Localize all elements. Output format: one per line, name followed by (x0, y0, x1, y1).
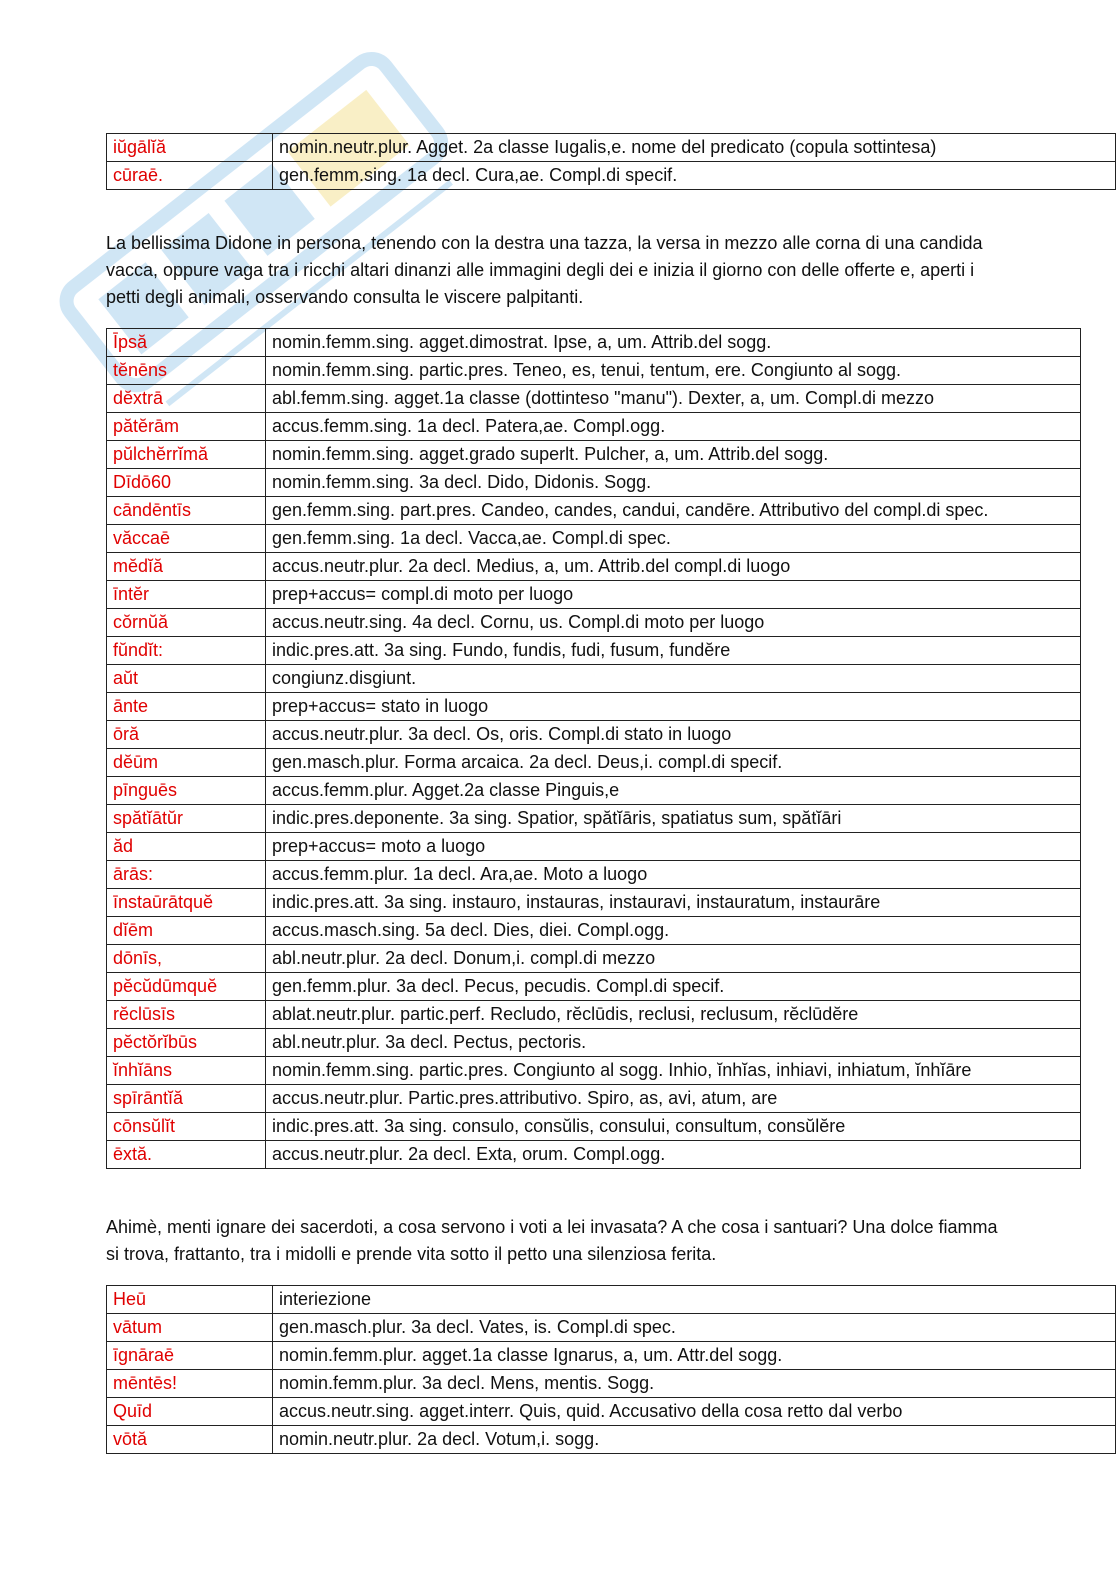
grammar-analysis: accus.neutr.plur. Partic.pres.attributivo. Spiro, as, avi, atum, are (266, 1085, 1081, 1113)
grammar-analysis: gen.femm.plur. 3a decl. Pecus, pecudis. Compl.di specif. (266, 973, 1081, 1001)
grammar-analysis: gen.femm.sing. part.pres. Candeo, candes, candui, candēre. Attributivo del compl.di spec. (266, 497, 1081, 525)
table-row (107, 1113, 1081, 1141)
table-row (107, 805, 1081, 833)
latin-word: ārās: (107, 861, 266, 889)
grammar-analysis: nomin.femm.sing. agget.dimostrat. Ipse, a, um. Attrib.del sogg. (266, 329, 1081, 357)
grammar-analysis: gen.femm.sing. 1a decl. Vacca,ae. Compl.di spec. (266, 525, 1081, 553)
latin-word: pătĕrām (107, 413, 266, 441)
table-row (107, 749, 1081, 777)
latin-word: vātum (107, 1314, 273, 1342)
grammar-analysis: gen.femm.sing. 1a decl. Cura,ae. Compl.di specif. (273, 162, 1116, 190)
grammar-analysis: nomin.neutr.plur. 2a decl. Votum,i. sogg. (273, 1426, 1116, 1454)
table-row (107, 162, 1116, 190)
latin-word: rĕclūsīs (107, 1001, 266, 1029)
latin-word: tĕnēns (107, 357, 266, 385)
table-row (107, 1370, 1116, 1398)
translation-paragraph-2: Ahimè, menti ignare dei sacerdoti, a cosa servono i voti a lei invasata? A che cosa i santuari? Una dolce fiamma si trova, frattanto, tra i midolli e prende vita sotto il petto una silenziosa ferita. (106, 1217, 998, 1264)
table-row (107, 357, 1081, 385)
latin-word: fŭndĭt: (107, 637, 266, 665)
latin-word: dōnīs, (107, 945, 266, 973)
table-row (107, 1286, 1116, 1314)
table-row (107, 721, 1081, 749)
table-row (107, 497, 1081, 525)
grammar-analysis: ablat.neutr.plur. partic.perf. Recludo, rĕclūdis, reclusi, reclusum, rĕclūdĕre (266, 1001, 1081, 1029)
vocab-table-1 (106, 133, 1116, 190)
latin-word: spīrāntĭă (107, 1085, 266, 1113)
table-row (107, 581, 1081, 609)
table-row (107, 1342, 1116, 1370)
translation-paragraph-1: La bellissima Didone in persona, tenendo con la destra una tazza, la versa in mezzo alle corna di una candida vacca, oppure vaga tra i ricchi altari dinanzi alle immagini degli dei e inizia il giorno con delle offerte e, aperti i petti degli animali, osservando consulta le viscere palpitanti. (106, 233, 983, 307)
latin-word: dĕxtrā (107, 385, 266, 413)
table-row (107, 609, 1081, 637)
grammar-analysis: nomin.femm.sing. partic.pres. Teneo, es, tenui, tentum, ere. Congiunto al sogg. (266, 357, 1081, 385)
latin-word: pīnguēs (107, 777, 266, 805)
grammar-analysis: nomin.femm.sing. 3a decl. Dido, Didonis. Sogg. (266, 469, 1081, 497)
table-row (107, 889, 1081, 917)
latin-word: dĕūm (107, 749, 266, 777)
latin-word: cōnsŭlĭt (107, 1113, 266, 1141)
grammar-analysis: accus.masch.sing. 5a decl. Dies, diei. Compl.ogg. (266, 917, 1081, 945)
grammar-analysis: congiunz.disgiunt. (266, 665, 1081, 693)
latin-word: īntĕr (107, 581, 266, 609)
latin-word: cūraē. (107, 162, 273, 190)
grammar-analysis: gen.masch.plur. 3a decl. Vates, is. Compl.di spec. (273, 1314, 1116, 1342)
grammar-analysis: nomin.neutr.plur. Agget. 2a classe Iugalis,e. nome del predicato (copula sottintesa) (273, 134, 1116, 162)
grammar-analysis: accus.neutr.plur. 3a decl. Os, oris. Compl.di stato in luogo (266, 721, 1081, 749)
latin-word: dĭēm (107, 917, 266, 945)
table-row (107, 1085, 1081, 1113)
table-row (107, 665, 1081, 693)
latin-word: cŏrnŭă (107, 609, 266, 637)
latin-word: văccaē (107, 525, 266, 553)
table-row (107, 833, 1081, 861)
grammar-analysis: abl.femm.sing. agget.1a classe (dottinteso "manu"). Dexter, a, um. Compl.di mezzo (266, 385, 1081, 413)
grammar-analysis: accus.neutr.plur. 2a decl. Medius, a, um. Attrib.del compl.di luogo (266, 553, 1081, 581)
latin-word: iŭgālĭă (107, 134, 273, 162)
grammar-analysis: accus.neutr.sing. agget.interr. Quis, quid. Accusativo della cosa retto dal verbo (273, 1398, 1116, 1426)
latin-word: Īpsă (107, 329, 266, 357)
latin-word: Quīd (107, 1398, 273, 1426)
grammar-analysis: accus.neutr.plur. 2a decl. Exta, orum. Compl.ogg. (266, 1141, 1081, 1169)
grammar-analysis: gen.masch.plur. Forma arcaica. 2a decl. Deus,i. compl.di specif. (266, 749, 1081, 777)
table-row (107, 525, 1081, 553)
latin-word: ānte (107, 693, 266, 721)
grammar-analysis: indic.pres.att. 3a sing. instauro, instauras, instauravi, instauratum, instaurāre (266, 889, 1081, 917)
grammar-analysis: abl.neutr.plur. 2a decl. Donum,i. compl.di mezzo (266, 945, 1081, 973)
latin-word: aŭt (107, 665, 266, 693)
table-row (107, 1314, 1116, 1342)
vocab-table-3 (106, 1285, 1116, 1454)
table-row (107, 917, 1081, 945)
table-row (107, 861, 1081, 889)
grammar-analysis: indic.pres.att. 3a sing. Fundo, fundis, fudi, fusum, fundĕre (266, 637, 1081, 665)
table-row (107, 777, 1081, 805)
table-row (107, 329, 1081, 357)
grammar-analysis: nomin.femm.plur. agget.1a classe Ignarus, a, um. Attr.del sogg. (273, 1342, 1116, 1370)
grammar-analysis: nomin.femm.plur. 3a decl. Mens, mentis. Sogg. (273, 1370, 1116, 1398)
table-row (107, 1398, 1116, 1426)
latin-word: vōtă (107, 1426, 273, 1454)
table-row (107, 413, 1081, 441)
table-row (107, 973, 1081, 1001)
grammar-analysis: prep+accus= compl.di moto per luogo (266, 581, 1081, 609)
grammar-analysis: accus.femm.sing. 1a decl. Patera,ae. Compl.ogg. (266, 413, 1081, 441)
latin-word: īnstaūrātquĕ (107, 889, 266, 917)
latin-word: Heū (107, 1286, 273, 1314)
latin-word: pŭlchĕrrĭmă (107, 441, 266, 469)
grammar-analysis: nomin.femm.sing. agget.grado superlt. Pulcher, a, um. Attrib.del sogg. (266, 441, 1081, 469)
latin-word: īgnāraē (107, 1342, 273, 1370)
table-row (107, 1001, 1081, 1029)
latin-word: spătĭātŭr (107, 805, 266, 833)
table-row (107, 469, 1081, 497)
grammar-analysis: indic.pres.deponente. 3a sing. Spatior, spătĭāris, spatiatus sum, spătĭāri (266, 805, 1081, 833)
latin-word: ēxtă. (107, 1141, 266, 1169)
latin-word: mĕdĭă (107, 553, 266, 581)
latin-word: cāndēntīs (107, 497, 266, 525)
latin-word: Dīdō60 (107, 469, 266, 497)
table-row (107, 1029, 1081, 1057)
grammar-analysis: accus.femm.plur. 1a decl. Ara,ae. Moto a luogo (266, 861, 1081, 889)
table-row (107, 945, 1081, 973)
table-row (107, 1141, 1081, 1169)
table-row (107, 553, 1081, 581)
grammar-analysis: interiezione (273, 1286, 1116, 1314)
grammar-analysis: abl.neutr.plur. 3a decl. Pectus, pectoris. (266, 1029, 1081, 1057)
latin-word: mēntēs! (107, 1370, 273, 1398)
vocab-table-2 (106, 328, 1081, 1169)
table-row (107, 134, 1116, 162)
latin-word: pĕctŏrĭbūs (107, 1029, 266, 1057)
latin-word: pĕcŭdūmquĕ (107, 973, 266, 1001)
latin-word: ōră (107, 721, 266, 749)
table-row (107, 693, 1081, 721)
table-row (107, 441, 1081, 469)
table-row (107, 637, 1081, 665)
grammar-analysis: indic.pres.att. 3a sing. consulo, consŭlis, consului, consultum, consŭlĕre (266, 1113, 1081, 1141)
latin-word: ăd (107, 833, 266, 861)
grammar-analysis: nomin.femm.sing. partic.pres. Congiunto al sogg. Inhio, ĭnhĭas, inhiavi, inhiatum, ĭnhĭāre (266, 1057, 1081, 1085)
grammar-analysis: prep+accus= moto a luogo (266, 833, 1081, 861)
latin-word: ĭnhĭāns (107, 1057, 266, 1085)
grammar-analysis: accus.neutr.sing. 4a decl. Cornu, us. Compl.di moto per luogo (266, 609, 1081, 637)
table-row (107, 1426, 1116, 1454)
grammar-analysis: accus.femm.plur. Agget.2a classe Pinguis,e (266, 777, 1081, 805)
table-row (107, 385, 1081, 413)
grammar-analysis: prep+accus= stato in luogo (266, 693, 1081, 721)
table-row (107, 1057, 1081, 1085)
